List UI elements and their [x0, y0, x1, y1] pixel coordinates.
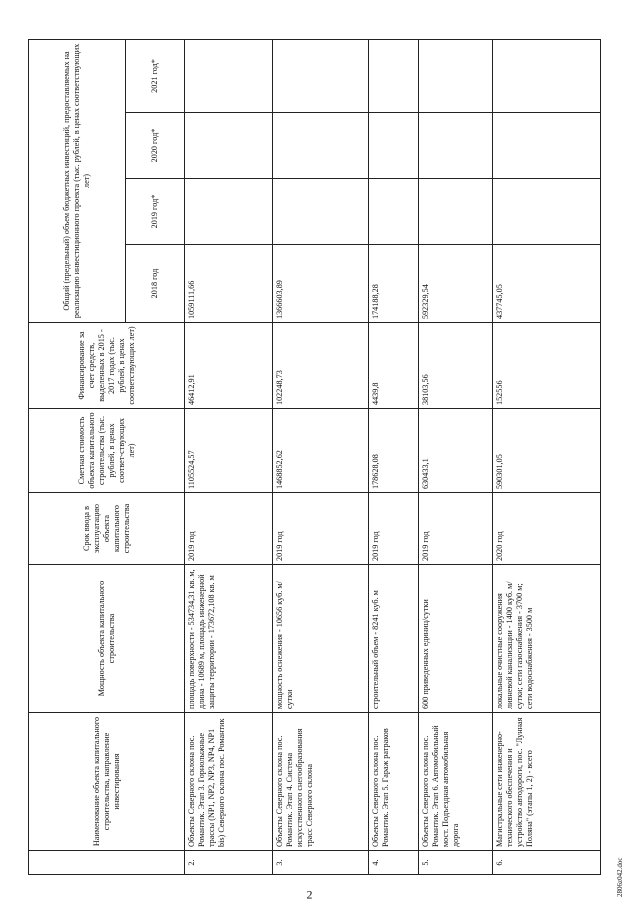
header-total: Общий (предельный) объем бюджетных инвестиций, предоставляемых на реализацию инвестиционного проекта (тыс. рублей, в ценах соответствующих лет) [29, 39, 126, 322]
row-cost: 1105524,57 [185, 409, 273, 493]
row-deadline: 2019 год [273, 493, 369, 565]
row-index: 3. [273, 851, 369, 875]
row-capacity: локальные очистные сооружения ливневой канализации - 1400 куб. м/сутки; сети газоснабжения - 3700 м; сети водоснабжения - 3500 м [493, 565, 601, 713]
row-cost: 178628,08 [369, 409, 419, 493]
row-2021 [493, 39, 601, 112]
row-2019 [273, 179, 369, 245]
document-code: 2806z042.doc [616, 857, 624, 897]
row-name: Объекты Северного склона пос. Романтик. Этап 4. Система искусственного снегообразования трасс Северного склона [273, 713, 369, 851]
header-cost: Сметная стоимость объекта капитального строительства (тыс. рублей, в ценах соответ-ствующих лет) [29, 409, 185, 493]
header-name: Наименование объекта капитального строительства, направление инвестирования [29, 713, 185, 851]
row-2020 [185, 113, 273, 179]
row-deadline: 2019 год [185, 493, 273, 565]
row-cost: 630433,1 [419, 409, 493, 493]
row-financing: 46412,91 [185, 323, 273, 409]
row-deadline: 2019 год [369, 493, 419, 565]
row-2018: 592329,54 [419, 245, 493, 323]
row-2019 [185, 179, 273, 245]
header-2019: 2019 год* [126, 179, 185, 245]
row-name: Магистральные сети инженерно-технического обеспечения и устройство автодороги, пос. "Лунная Поляна" (этапы 1, 2) - всего [493, 713, 601, 851]
row-2018: 174188,28 [369, 245, 419, 323]
row-financing: 38103,56 [419, 323, 493, 409]
row-2019 [493, 179, 601, 245]
row-capacity: площадь поверхности - 534734,31 кв. м, длина - 10689 м, площадь инженерной защиты территории - 173672,108 кв. м [185, 565, 273, 713]
row-financing: 4439,8 [369, 323, 419, 409]
row-2019 [369, 179, 419, 245]
row-capacity: мощность оснежения - 10656 куб. м/сутки [273, 565, 369, 713]
row-cost: 590301,05 [493, 409, 601, 493]
row-2019 [419, 179, 493, 245]
row-name: Объекты Северного склона пос. Романтик. Этап 3. Горнолыжные трассы (NP1, NP2, NP3, NP4, NP1 bis) Северного склона пос. Романтик [185, 713, 273, 851]
row-2018: 437745,05 [493, 245, 601, 323]
table-row [419, 39, 493, 874]
row-2021 [273, 39, 369, 112]
table-row [273, 39, 369, 874]
investment-table [28, 39, 601, 875]
table-body [185, 39, 601, 874]
row-2021 [419, 39, 493, 112]
header-2018: 2018 год [126, 245, 185, 323]
row-index: 4. [369, 851, 419, 875]
row-name: Объекты Северного склона пос. Романтик. Этап 6. Автомобильный мост. Подъездная автомобильная дорога [419, 713, 493, 851]
header-row [29, 39, 126, 874]
row-2021 [185, 39, 273, 112]
header-financing: Финансирование за счет средств, выделенных в 2015 - 2017 годах (тыс. рублей, в ценах соответствующих лет) [29, 323, 185, 409]
header-2021: 2021 год* [126, 39, 185, 112]
row-2020 [369, 113, 419, 179]
row-index: 2. [185, 851, 273, 875]
row-index: 5. [419, 851, 493, 875]
row-financing: 152556 [493, 323, 601, 409]
page-number: 2 [306, 887, 313, 902]
header-capacity: Мощность объекта капитального строительства [29, 565, 185, 713]
row-name: Объекты Северного склона пос. Романтик. Этап 5. Гараж ратраков [369, 713, 419, 851]
row-deadline: 2020 год [493, 493, 601, 565]
table-row [185, 39, 273, 874]
header-deadline: Срок ввода в эксплуатацию объекта капитального строительства [29, 493, 185, 565]
table-row [369, 39, 419, 874]
row-2018: 1366603,89 [273, 245, 369, 323]
row-deadline: 2019 год [419, 493, 493, 565]
row-2020 [493, 113, 601, 179]
row-2018: 1059111,66 [185, 245, 273, 323]
row-capacity: строительный объем - 8241 куб. м [369, 565, 419, 713]
table-row [493, 39, 601, 874]
row-2020 [419, 113, 493, 179]
row-capacity: 600 приведенных единиц/сутки [419, 565, 493, 713]
row-2020 [273, 113, 369, 179]
header-index [29, 851, 185, 875]
row-financing: 102248,73 [273, 323, 369, 409]
row-index: 6. [493, 851, 601, 875]
header-2020: 2020 год* [126, 113, 185, 179]
row-cost: 1468852,62 [273, 409, 369, 493]
row-2021 [369, 39, 419, 112]
